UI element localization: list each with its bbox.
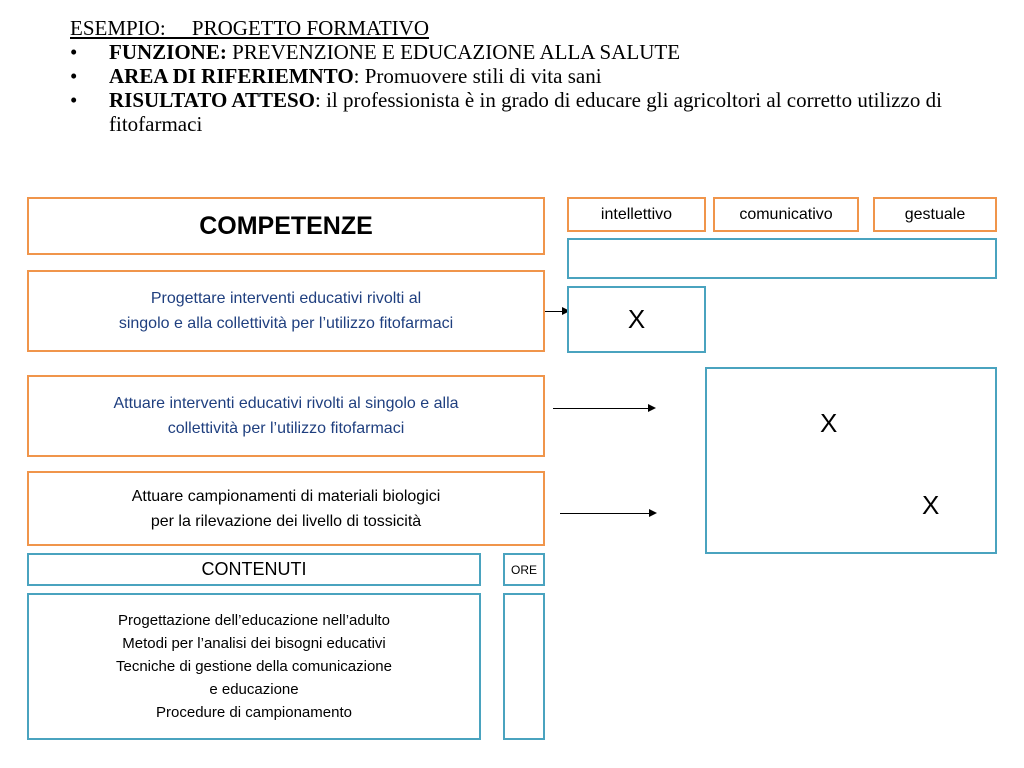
competenza-line: Attuare campionamenti di materiali biologici xyxy=(131,487,441,505)
category-empty-row xyxy=(567,238,997,279)
category-label: intellettivo xyxy=(600,205,673,223)
x-mark: X xyxy=(820,408,838,438)
page-title: ESEMPIO: PROGETTO FORMATIVO xyxy=(70,16,429,40)
competenza-line: singolo e alla collettività per l’utilizzo fitofarmaci xyxy=(118,315,454,332)
competenza-text xyxy=(119,286,453,336)
competenza-line: per la rilevazione dei livello di tossicità xyxy=(150,512,422,530)
bullet-label: RISULTATO ATTESO xyxy=(109,88,316,112)
arrow-2-line xyxy=(553,408,651,409)
x-mark: X xyxy=(627,304,646,334)
competenza-line: Attuare interventi educativi rivolti al singolo e alla xyxy=(113,395,459,412)
arrow-2-head xyxy=(648,404,656,412)
mark-box-2 xyxy=(705,367,997,554)
contenuti-line: Procedure di campionamento xyxy=(156,704,352,721)
bullet-dot: • xyxy=(70,40,78,64)
competenza-text xyxy=(132,484,441,534)
bullet-label: FUNZIONE: xyxy=(109,40,227,64)
bullet-text: : Promuovere stili di vita sani xyxy=(353,64,602,88)
bullet-text: PREVENZIONE E EDUCAZIONE ALLA SALUTE xyxy=(226,40,681,64)
ore-column-box xyxy=(503,593,545,740)
competenza-box-2 xyxy=(27,375,545,457)
slide-header xyxy=(70,16,990,136)
mark-box-1 xyxy=(567,286,706,353)
bullet-risultato xyxy=(70,88,979,136)
competenza-line: collettività per l’utilizzo fitofarmaci xyxy=(167,420,405,437)
bullet-label: AREA DI RIFERIEMNTO xyxy=(109,64,354,88)
x-mark: X xyxy=(922,490,940,520)
bullet-text: : il professionista è in grado di educare gli agricoltori al corretto utilizzo di fitofarmaci xyxy=(109,88,942,136)
contenuti-list-box xyxy=(27,593,481,740)
competenza-box-1 xyxy=(27,270,545,352)
competenza-box-3 xyxy=(27,471,545,546)
category-gestuale xyxy=(873,197,997,232)
contenuti-title-box xyxy=(27,553,481,586)
contenuti-list xyxy=(116,609,392,724)
competenze-title: COMPETENZE xyxy=(199,211,373,240)
contenuti-line: Tecniche di gestione della comunicazione xyxy=(115,658,392,675)
bullet-area xyxy=(70,64,990,88)
bullet-dot: • xyxy=(70,64,78,88)
competenza-line: Progettare interventi educativi rivolti al xyxy=(150,290,422,307)
arrow-3-line xyxy=(560,513,652,514)
category-label: gestuale xyxy=(904,205,966,223)
competenze-title-box xyxy=(27,197,545,255)
contenuti-line: e educazione xyxy=(209,681,299,698)
contenuti-line: Metodi per l’analisi dei bisogni educativi xyxy=(122,635,386,652)
contenuti-title: CONTENUTI xyxy=(201,559,307,579)
arrow-3-head xyxy=(649,509,657,517)
category-label: comunicativo xyxy=(739,205,833,223)
category-comunicativo xyxy=(713,197,859,232)
contenuti-line: Progettazione dell’educazione nell’adulto xyxy=(118,612,390,629)
ore-title: ORE xyxy=(510,562,537,577)
ore-title-box xyxy=(503,553,545,586)
category-intellettivo xyxy=(567,197,706,232)
bullet-dot: • xyxy=(70,88,78,112)
bullet-funzione xyxy=(70,40,990,64)
competenza-text xyxy=(113,391,458,441)
